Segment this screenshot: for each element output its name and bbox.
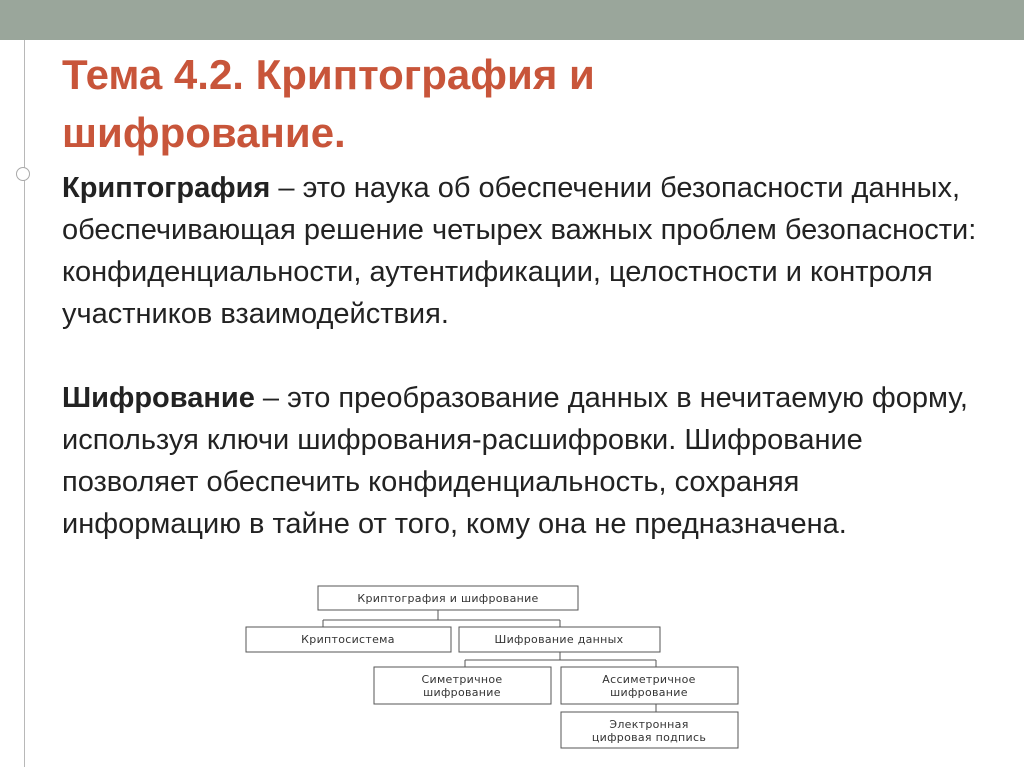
node-data-encryption <box>459 627 660 652</box>
node-asymmetric <box>561 667 738 704</box>
classification-diagram <box>240 583 760 767</box>
left-rule <box>24 40 25 767</box>
title-line-1: Тема 4.2. Криптография и <box>62 51 595 98</box>
paragraph-encryption <box>62 377 982 545</box>
svg-text:цифровая подпись: цифровая подпись <box>591 731 707 744</box>
node-cryptosystem <box>246 627 451 652</box>
term-cryptography: Криптография <box>62 172 271 204</box>
svg-text:Ассиметричное: Ассиметричное <box>602 673 696 686</box>
svg-text:Криптосистема: Криптосистема <box>301 633 395 646</box>
paragraph-cryptography <box>62 167 982 335</box>
svg-text:шифрование: шифрование <box>610 686 688 699</box>
svg-text:Шифрование данных: Шифрование данных <box>494 633 624 646</box>
title-line-2: шифрование. <box>62 109 346 156</box>
svg-text:Симетричное: Симетричное <box>421 673 503 686</box>
top-bar <box>0 0 1024 40</box>
node-symmetric <box>374 667 551 704</box>
node-digital-signature <box>561 712 738 748</box>
left-marker <box>16 167 30 181</box>
definition-cryptography: – это наука об обеспечении безопасности данных, обеспечивающая решение четырех важных проблем безопасности: конфиденциальности, аутентификации, целостности и контроля участников взаимодействия. <box>62 172 977 330</box>
slide-title <box>62 46 982 162</box>
svg-text:шифрование: шифрование <box>423 686 501 699</box>
term-encryption: Шифрование <box>62 382 255 414</box>
definition-encryption: – это преобразование данных в нечитаемую форму, используя ключи шифрования-расшифровки. Шифрование позволяет обеспечить конфиденциальность, сохраняя информацию в тайне от того, кому она не предназначена. <box>62 382 968 540</box>
node-root <box>318 586 578 610</box>
svg-text:Криптография и шифрование: Криптография и шифрование <box>357 592 539 605</box>
svg-text:Электронная: Электронная <box>609 718 689 731</box>
